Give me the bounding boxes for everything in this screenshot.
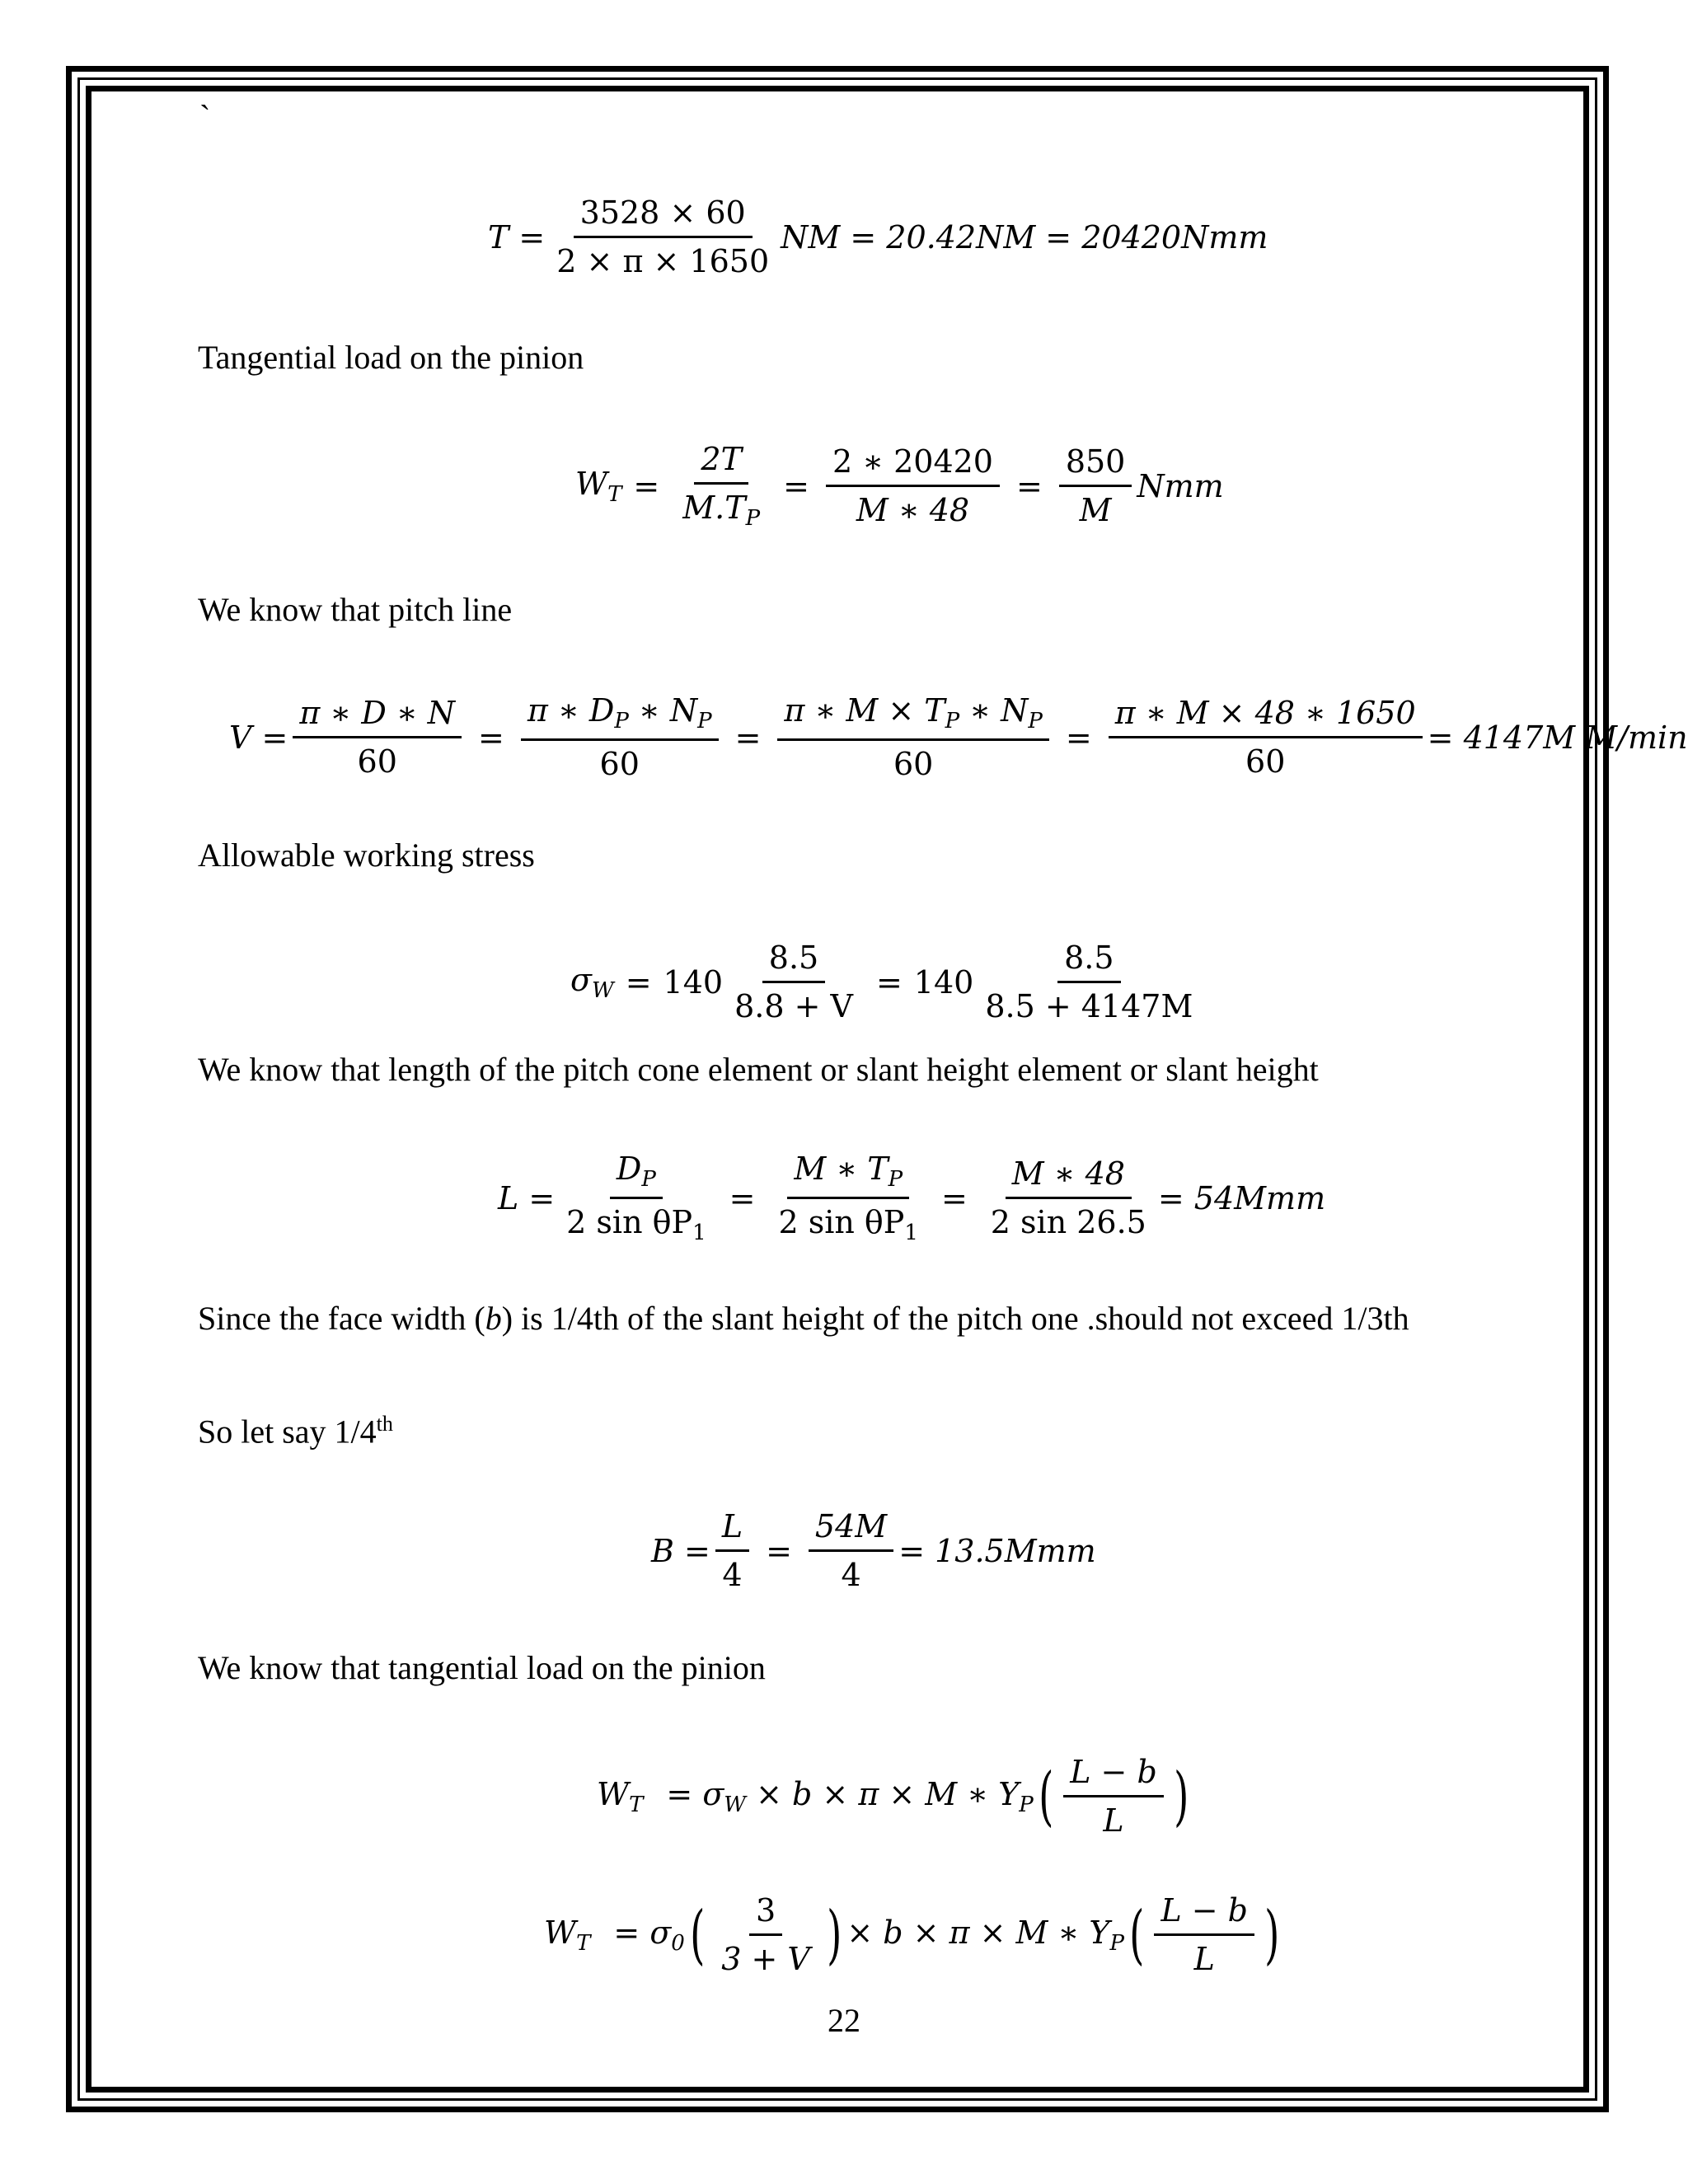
text-pitch-line: We know that pitch line	[198, 591, 513, 628]
eq3-fraction-4: $\frac{\pi ∗ M \times 48 ∗ 1650}{60}$	[1109, 695, 1423, 780]
equation-slant-height: L = $\frac{D_P}{2 \sin \theta P_1}$ = $\frac{M ∗ T_P}{2 \sin \theta P_1}$ = $\frac{M ∗ 48}{2 \sin 26.5}$ = 54Mmm	[498, 1151, 1326, 1245]
left-paren: (	[1038, 1759, 1054, 1834]
eq5-lhs: L =	[498, 1179, 556, 1216]
eq4-coefficient-2: 140	[913, 963, 974, 1001]
equation-torque	[488, 194, 1268, 279]
eq6-fraction-2: $\frac{54M}{4}$	[809, 1508, 893, 1593]
eq1-fraction	[550, 194, 776, 279]
eq6-result: = 13.5Mmm	[898, 1532, 1096, 1569]
eq4-fraction-1: $\frac{8.5}{8.8 + V}$	[734, 940, 853, 1024]
eq5-fraction-1: $\frac{D_P}{2 \sin \theta P_1}$	[566, 1151, 706, 1245]
eq5-result: = 54Mmm	[1157, 1179, 1326, 1216]
left-paren: (	[1129, 1897, 1145, 1972]
eq4-fraction-2: $\frac{8.5}{8.5 + 4147M}$	[985, 940, 1193, 1024]
text-face-width: Since the face width (b) is 1/4th of the slant height of the pitch one .should not exceed 1/3th	[198, 1300, 1409, 1337]
eq4-coefficient-1: 140	[663, 963, 724, 1001]
right-paren: )	[1264, 1897, 1280, 1972]
right-paren: )	[826, 1897, 842, 1972]
eq2-fraction-2: $\frac{2 ∗ 20420}{M ∗ 48}$	[826, 443, 1000, 528]
equation-lewis-2: $W_T$ = $\sigma_0$ ( $\frac{3}{3 + V}$ ) × b × π × M ∗ $Y_P$ ( $\frac{L - b}{L}$ )	[544, 1892, 1280, 1977]
eq8-fraction-2: $\frac{L - b}{L}$	[1154, 1892, 1254, 1977]
eq1-numerator: 3528 × 60	[574, 194, 753, 238]
eq6-lhs: B =	[651, 1532, 710, 1569]
eq6-fraction-1: $\frac{L}{4}$	[715, 1508, 749, 1593]
equation-pitch-line-velocity: V = $\frac{\pi ∗ D ∗ N}{60}$ = $\frac{\pi ∗ D_P ∗ N_P}{60}$ = $\frac{\pi ∗ M \times T_P ∗ N_P}{60}$ = $\frac{\pi ∗ M \times 48 ∗ 1650}{60}$ = 4147M M/min	[229, 692, 1688, 782]
eq1-result: NM = 20.42NM = 20420Nmm	[781, 218, 1268, 255]
right-paren: )	[1173, 1759, 1189, 1834]
text-tangential-load: Tangential load on the pinion	[198, 339, 584, 376]
eq3-fraction-2: $\frac{\pi ∗ D_P ∗ N_P}{60}$	[521, 692, 719, 782]
equation-face-width: B = $\frac{L}{4}$ = $\frac{54M}{4}$ = 13.5Mmm	[651, 1508, 1096, 1593]
stray-mark: `	[199, 98, 211, 135]
eq5-fraction-3: $\frac{M ∗ 48}{2 \sin 26.5}$	[990, 1155, 1146, 1240]
text-allowable-stress: Allowable working stress	[198, 837, 535, 874]
eq3-fraction-1: $\frac{\pi ∗ D ∗ N}{60}$	[293, 695, 462, 780]
eq1-denominator: 2 × π × 1650	[556, 243, 770, 279]
equation-lewis-1: $W_T$ = $\sigma_W \times b \times \pi \times M$ ∗ $Y_P$ ( $\frac{L - b}{L}$ )	[597, 1754, 1189, 1839]
eq5-fraction-2: $\frac{M ∗ T_P}{2 \sin \theta P_1}$	[778, 1151, 918, 1245]
text-let-say: So let say 1/4th	[198, 1412, 393, 1451]
text-tangential-load-2: We know that tangential load on the pinion	[198, 1649, 766, 1686]
eq1-lhs: T =	[488, 218, 546, 255]
eq7-fraction: $\frac{L - b}{L}$	[1063, 1754, 1164, 1839]
eq2-lhs: $W_T$	[575, 465, 622, 507]
text-slant-height: We know that length of the pitch cone element or slant height element or slant height	[198, 1051, 1319, 1088]
equation-tangential-load: $W_T$ = $\frac{2T}{M.T_P}$ = $\frac{2 ∗ 20420}{M ∗ 48}$ = $\frac{850}{M}$ Nmm	[575, 441, 1224, 531]
left-paren: (	[689, 1897, 706, 1972]
eq2-fraction-3: $\frac{850}{M}$	[1059, 443, 1132, 528]
eq3-lhs: V =	[229, 719, 288, 756]
eq2-fraction-1: $\frac{2T}{M.T_P}$	[682, 441, 761, 531]
eq2-unit: Nmm	[1137, 467, 1224, 504]
eq8-fraction-1: $\frac{3}{3 + V}$	[721, 1892, 810, 1977]
eq3-fraction-3: $\frac{\pi ∗ M \times T_P ∗ N_P}{60}$	[777, 692, 1048, 782]
eq3-result: = 4147M M/min	[1427, 719, 1688, 756]
eq4-lhs: $\sigma_W$	[570, 961, 614, 1003]
page-number: 22	[828, 2002, 860, 2039]
equation-working-stress: $\sigma_W$ = 140 $\frac{8.5}{8.8 + V}$ = 140 $\frac{8.5}{8.5 + 4147M}$	[570, 940, 1204, 1024]
